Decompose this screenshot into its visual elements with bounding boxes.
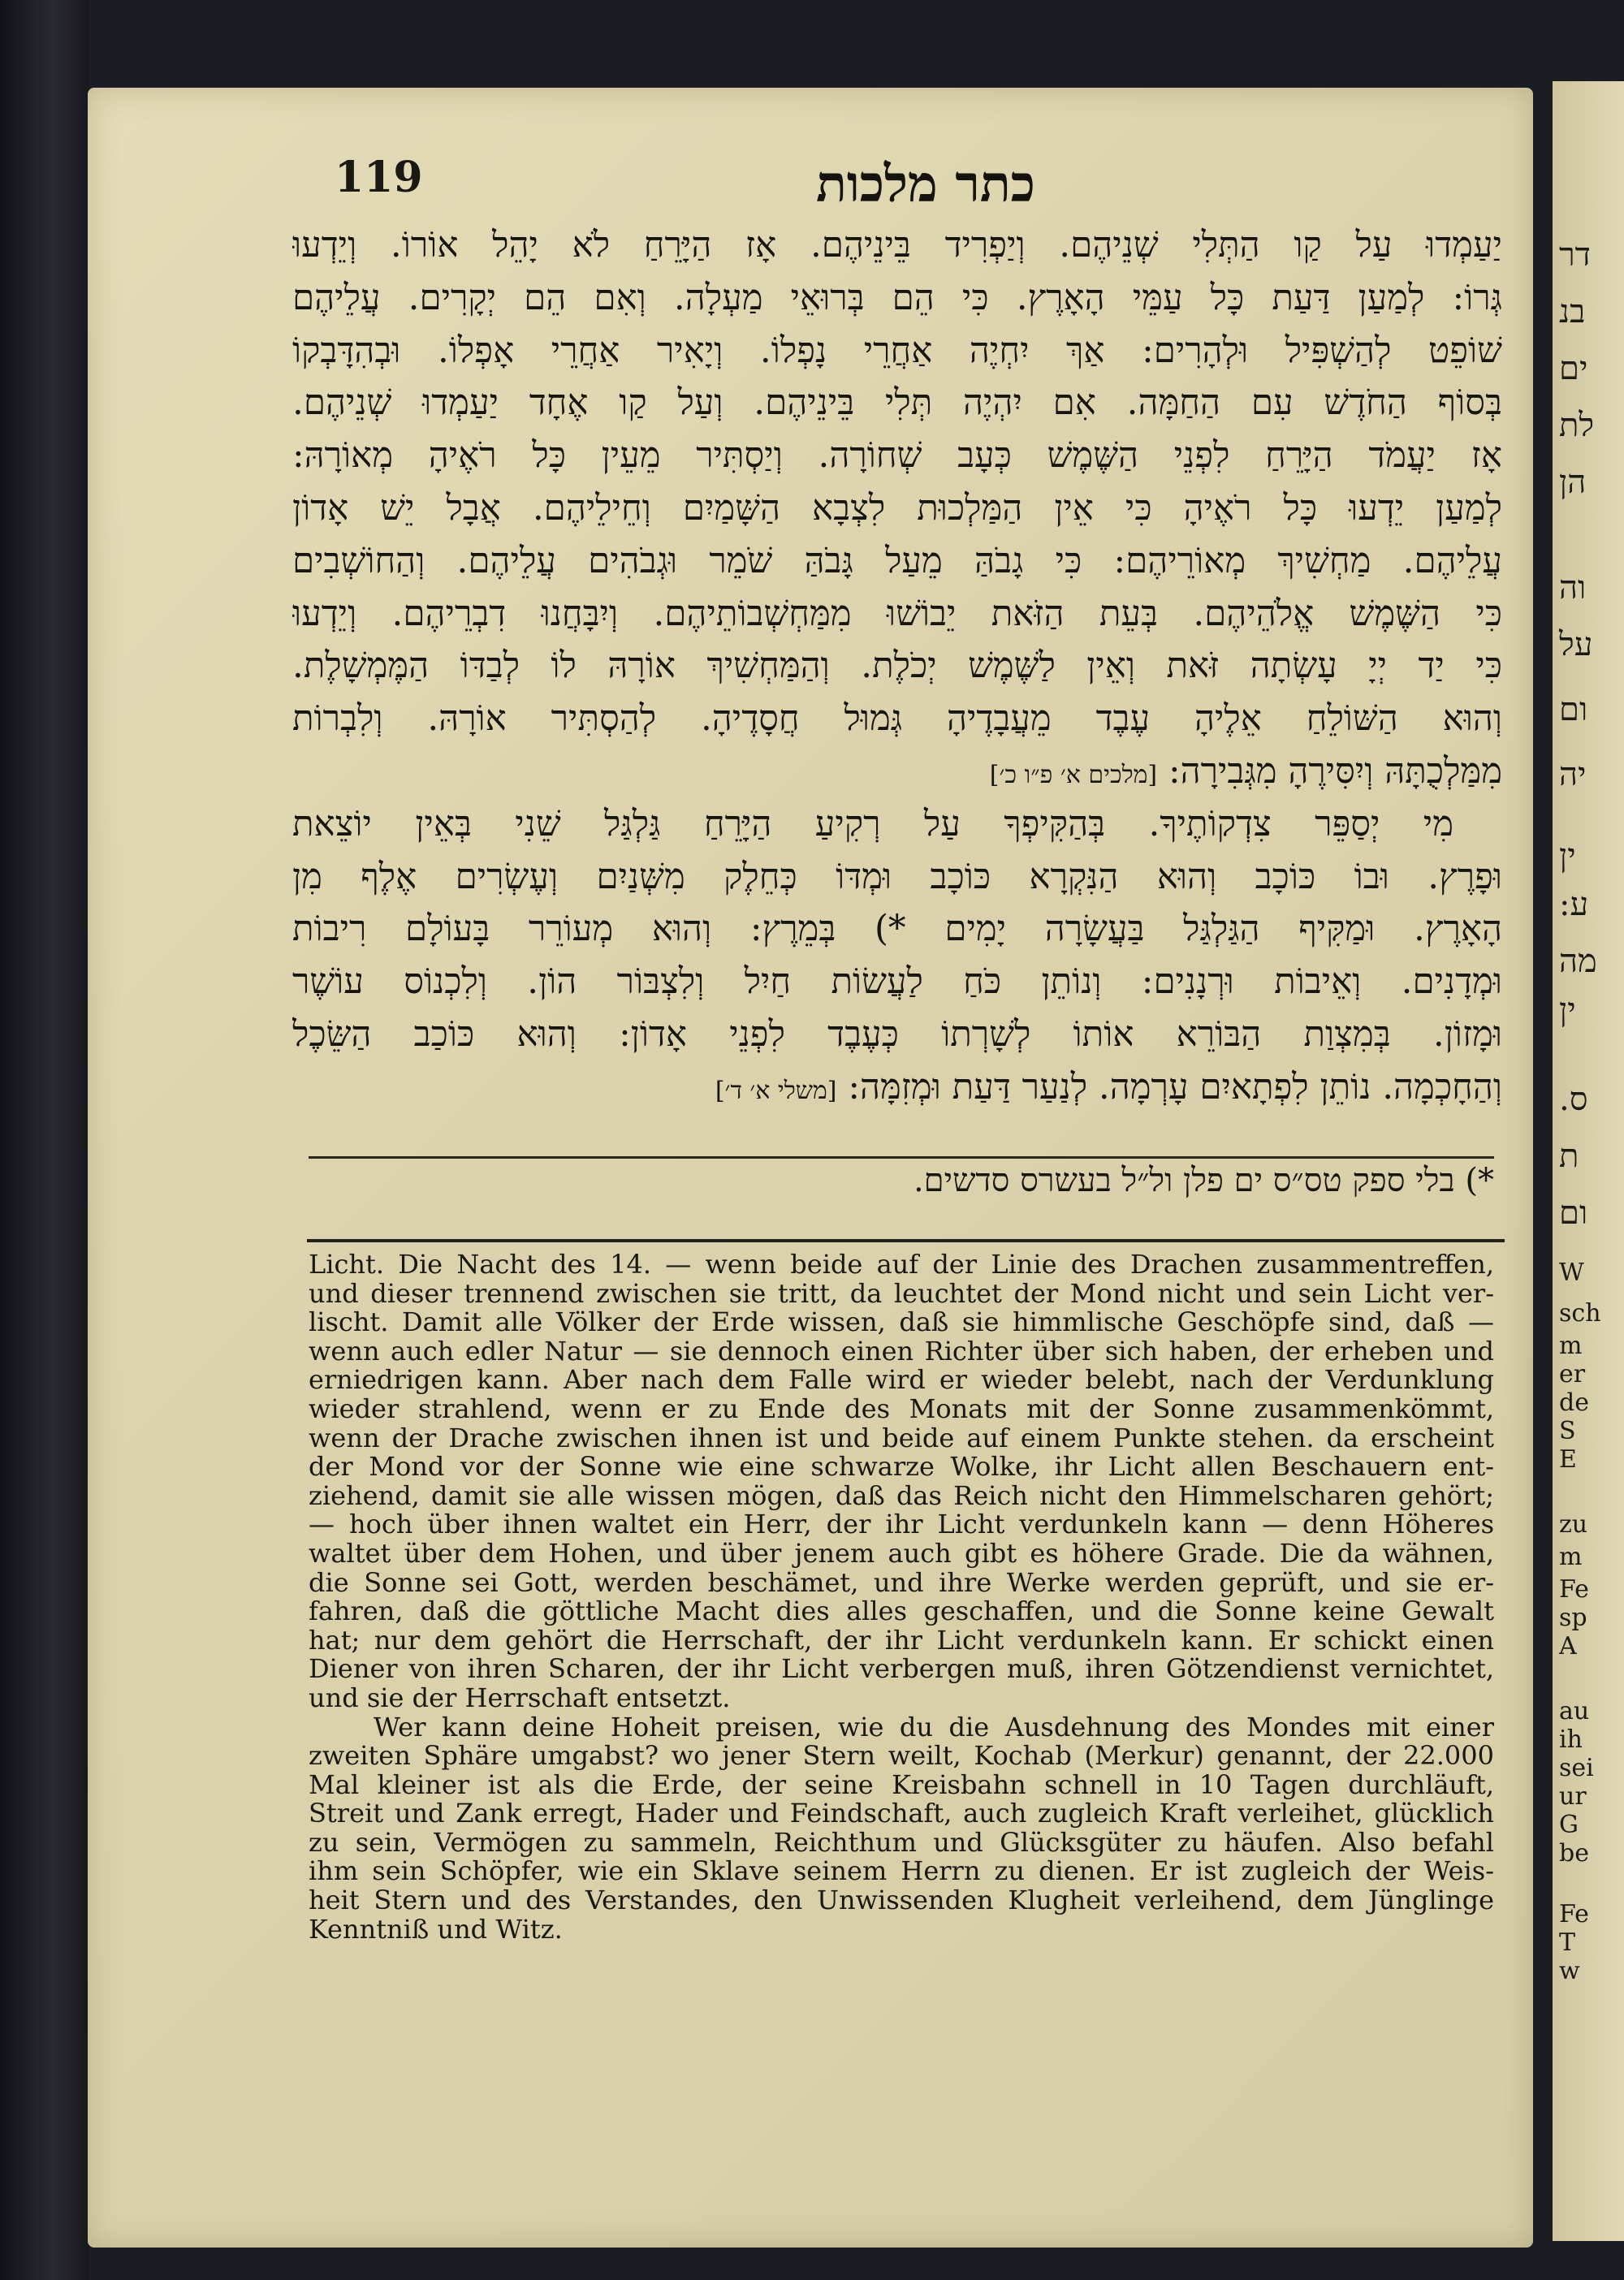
footnote-rule <box>309 1156 1494 1159</box>
hebrew-line: עֲלֵיהֶם. מַחְשִׁיךְ מְאוֹרֵיהֶם: כִּי גָבֹהַּ מֵעַל גָּבֹהַּ שֹׁמֵר וּגְבֹהִים עֲלֵיהֶם. וְהַחוֹשְׁבִים <box>292 540 1502 581</box>
next-page-fragment: ום <box>1559 691 1588 728</box>
next-page-fragment: sei <box>1559 1754 1594 1782</box>
next-page-fragment: ס. <box>1559 1081 1588 1118</box>
hebrew-reference: [מלכים א׳ פ״ו כ׳] <box>989 760 1158 789</box>
next-page-fragment: sp <box>1559 1604 1587 1632</box>
next-page-fragment: יה <box>1559 756 1587 793</box>
hebrew-line-text: מִמַּלְכֻתָּהּ וְיִסִּירֶהָ מִגְּבִירָה: <box>1168 750 1502 792</box>
hebrew-line: אָז יַעֲמֹד הַיָּרֵחַ לִפְנֵי הַשֶּׁמֶשׁ כְּעָב שְׁחוֹרָה. וְיַסְתִּיר מֵעֵין כָּל רֹאֶיהָ מְאוֹרָהּ: <box>292 435 1502 477</box>
hebrew-line: גְּרוֹ: לְמַעַן דַּעַת כָּל עַמֵּי הָאָרֶץ. כִּי הֵם בְּרוּאֵי מַעְלָה. וְאִם הֵם יְקָרִים. עֲלֵיהֶם <box>292 277 1502 318</box>
next-page-fragment: W <box>1559 1259 1584 1287</box>
german-line: und dieser trennend zwischen sie tritt, da leuchtet der Mond nicht und sein Licht ver- <box>309 1279 1494 1309</box>
running-title: כתר מלכות <box>816 154 1035 214</box>
next-page-fragment: S <box>1559 1417 1576 1445</box>
german-line: fahren, daß die göttliche Macht dies alles geschaffen, und die Sonne keine Gewalt <box>309 1597 1494 1626</box>
hebrew-line: וְהוּא הַשּׁוֹלֵחַ אֵלֶיהָ עֶבֶד מֵעֲבָדֶיהָ גְּמוּל חֲסָדֶיהָ. לְהַסְתִּיר אוֹרָהּ. וְלִבְרוֹת <box>292 698 1502 740</box>
next-page-fragment: zu <box>1559 1510 1588 1539</box>
german-line: ihm sein Schöpfer, wie ein Sklave seinem Herrn zu dienen. Er ist zugleich der Weis- <box>309 1857 1494 1887</box>
german-line: Diener von ihren Scharen, der ihr Licht verbergen muß, ihren Götzendienst vernichtet, <box>309 1655 1494 1684</box>
hebrew-reference: [משלי א׳ ד׳] <box>715 1076 837 1105</box>
german-line: waltet über dem Hohen, und über jenem auch gibt es höhere Grade. Die da wähnen, <box>309 1539 1494 1569</box>
hebrew-line: יַעַמְדוּ עַל קַו הַתְּלִי שְׁנֵיהֶם. וְיַפְרִיד בֵּינֵיהֶם. אָז הַיָּרֵחַ לֹא יָהֵל אוֹרוֹ. וְיֵדְעוּ <box>292 225 1502 266</box>
next-page-fragment: Fe <box>1559 1575 1589 1604</box>
hebrew-line: לְמַעַן יֵדְעוּ כָּל רֹאֶיהָ כִּי אֵין הַמַּלְכוּת לִצְבָא הַשָּׁמַיִם וְחֵילֵיהֶם. אֲבָל יֵשׁ אָדוֹן <box>292 487 1502 529</box>
hebrew-line: בְּסוֹף הַחֹדֶשׁ עִם הַחַמָּה. אִם יִהְיֶה תְּלִי בֵּינֵיהֶם. וְעַל קַו אֶחָד יַעַמְדוּ שְׁנֵיהֶם. <box>292 382 1502 424</box>
next-page-fragment: ום <box>1559 1194 1588 1232</box>
hebrew-line-text: וְהַחָכְמָה. נוֹתֵן לִפְתָאיִם עָרְמָה. לְנַעַר דַּעַת וּמְזִמָּה: <box>848 1066 1502 1108</box>
next-page-fragment: מה <box>1559 943 1597 980</box>
next-page-fragment: ים <box>1559 350 1588 387</box>
german-line: und sie der Herrschaft entsetzt. <box>309 1683 731 1713</box>
book-binding <box>0 0 89 2280</box>
next-page-fragment: וה <box>1559 569 1587 607</box>
next-page-fragment: de <box>1559 1388 1589 1417</box>
german-translation <box>309 1250 1494 1944</box>
hebrew-line: וּמָזוֹן. בְּמִצְוַת הַבּוֹרֵא אוֹתוֹ לְשָׁרְתוֹ כְּעֶבֶד לִפְנֵי אָדוֹן: וְהוּא כּוֹכַב הַשֵּׂכֶל <box>292 1013 1502 1055</box>
german-line: die Sonne sei Gott, werden beschämet, und ihre Werke werden geprüft, und sie er- <box>309 1568 1494 1598</box>
german-line: zweiten Sphäre umgabst? wo jener Stern weilt, Kochab (Merkur) genannt, der 22.000 <box>309 1742 1494 1771</box>
german-line: Wer kann deine Hoheit preisen, wie du die Ausdehnung des Mondes mit einer <box>374 1712 1494 1742</box>
next-page-fragment: ur <box>1559 1782 1587 1811</box>
german-line: Kenntniß und Witz. <box>309 1915 563 1945</box>
german-line: lischt. Damit alle Völker der Erde wissen, daß sie himmlische Geschöpfe sind, daß — <box>309 1308 1494 1337</box>
page-number: 119 <box>335 153 423 202</box>
german-line: heit Stern und des Verstandes, den Unwissenden Klugheit verleihend, dem Jünglinge <box>309 1886 1494 1915</box>
next-page-fragment: au <box>1559 1697 1590 1725</box>
next-page-edge <box>1553 81 1624 2241</box>
german-line: der Mond vor der Sonne wie eine schwarze Wolke, ihr Licht allen Beschauern ent- <box>309 1453 1494 1482</box>
next-page-fragment: בנ <box>1559 293 1586 330</box>
next-page-fragment: Fe <box>1559 1900 1589 1928</box>
next-page-fragment: ין <box>1559 991 1576 1029</box>
next-page-fragment: ע: <box>1559 886 1589 923</box>
next-page-fragment: sch <box>1559 1299 1601 1328</box>
hebrew-footnote: *) בלי ספק טס״ס ים פלן ול״ל בעשרס סדשים. <box>913 1162 1494 1199</box>
german-line: wenn der Drache zwischen ihnen ist und beide auf einem Punkte stehen. da erscheint <box>309 1423 1494 1453</box>
next-page-fragment: m <box>1559 1332 1583 1360</box>
next-page-fragment: m <box>1559 1543 1583 1571</box>
next-page-fragment: ת <box>1559 1138 1579 1175</box>
hebrew-line: וּפָרֶץ. וּבוֹ כּוֹכָב וְהוּא הַנִּקְרָא כּוֹכָב וּמְדּוֹ כְּחֵלֶק מִשְּׁנַיִם וְעֶשְׂרִים אֶלֶף מִן <box>292 856 1502 897</box>
hebrew-line <box>292 1061 1502 1114</box>
hebrew-line: וּמְדָנִים. וְאֵיבוֹת וּרְנָנִים: וְנוֹתֵן כֹּחַ לַעֲשׂוֹת חַיִל וְלִצְבּוֹר הוֹן. וְלִכְנוֹס עוֹשֶׁר <box>292 961 1502 1003</box>
german-line: zu sein, Vermögen zu sammeln, Reichthum und Glücksgüter zu häufen. Also befahl <box>309 1828 1494 1858</box>
hebrew-text <box>292 219 1502 1114</box>
next-page-fragment: דר <box>1559 236 1591 274</box>
translation-rule <box>307 1239 1505 1242</box>
next-page-fragment: על <box>1559 626 1593 663</box>
german-line: Streit und Zank erregt, Hader und Feindschaft, auch zugleich Kraft verleihet, glücklich <box>309 1799 1494 1829</box>
next-page-fragment: A <box>1559 1632 1577 1660</box>
german-line: ziehend, damit sie alle wissen mögen, daß das Reich nicht den Himmelscharen gehört; <box>309 1481 1494 1511</box>
hebrew-line: מִי יְסַפֵּר צִדְקוֹתֶיךָ. בְּהַקִּיפְךָ עַל רְקִיעַ הַיָּרֵחַ גַּלְגַּל שֵׁנִי בְּאֵין יוֹצֵאת <box>292 803 1453 844</box>
german-line: Mal kleiner ist als die Erde, der seine Kreisbahn schnell in 10 Tagen durchläuft, <box>309 1770 1494 1800</box>
hebrew-line: כִּי יַד יְיָ עָשְׂתָה זֹּאת וְאֵין לַשֶּׁמֶשׁ יְכֹלֶת. וְהַמַּחְשִׁיךְ אוֹרָהּ לוֹ לְבַדּוֹ הַמֶּמְשָׁלֶת. <box>292 646 1502 687</box>
german-line: erniedrigen kann. Aber nach dem Falle wird er wieder belebt, nach der Verdunklung <box>309 1366 1494 1395</box>
hebrew-line: שׁוֹפֵט לְהַשְׁפִּיל וּלְהָרִים: אַךְ יִחְיֶה אַחֲרֵי נָפְלוֹ. וְיָאִיר אַחֲרֵי אָפְלוֹ. וּבְהִדָּבְקוֹ <box>292 330 1502 371</box>
next-page-fragment: הן <box>1559 464 1587 501</box>
next-page-fragment: T <box>1559 1928 1576 1957</box>
german-line: — hoch über ihnen waltet ein Herr, der ihr Licht verdunkeln kann — denn Höheres <box>309 1510 1494 1539</box>
german-line: Licht. Die Nacht des 14. — wenn beide auf der Linie des Drachen zusammentreffen, <box>309 1250 1494 1280</box>
next-page-fragment: E <box>1559 1445 1577 1474</box>
next-page-fragment: w <box>1559 1957 1580 1985</box>
hebrew-line: כִּי הַשֶּׁמֶשׁ אֱלֹהֵיהֶם. בְּעֵת הַזֹּאת יֵבוֹשׁוּ מִמַּחְשְׁבוֹתֵיהֶם. וְיִבָּחֲנוּ דִבְרֵיהֶם. וְיֵדְעוּ <box>292 593 1502 634</box>
hebrew-line: הָאָרֶץ. וּמַקִּיף הַגַּלְגַּל בַּעֲשָׂרָה יָמִים *) בְּמֵרֶץ: וְהוּא מְעוֹרֵר בָּעוֹלָם רִיבוֹת <box>292 909 1502 950</box>
next-page-fragment: be <box>1559 1839 1589 1868</box>
next-page-fragment: ין <box>1559 837 1576 874</box>
german-line: hat; nur dem gehört die Herrschaft, der ihr Licht verdunkeln kann. Er schickt einen <box>309 1626 1494 1656</box>
german-line: wieder strahlend, wenn er zu Ende des Monats mit der Sonne zusammenkömmt, <box>309 1394 1494 1424</box>
next-page-fragment: G <box>1559 1811 1579 1839</box>
hebrew-line <box>292 745 1502 798</box>
next-page-fragment: er <box>1559 1360 1586 1388</box>
german-line: wenn auch edler Natur — sie dennoch einen Richter über sich haben, der erheben und <box>309 1336 1494 1367</box>
next-page-fragment: ih <box>1559 1725 1583 1754</box>
next-page-fragment: לת <box>1559 407 1595 444</box>
